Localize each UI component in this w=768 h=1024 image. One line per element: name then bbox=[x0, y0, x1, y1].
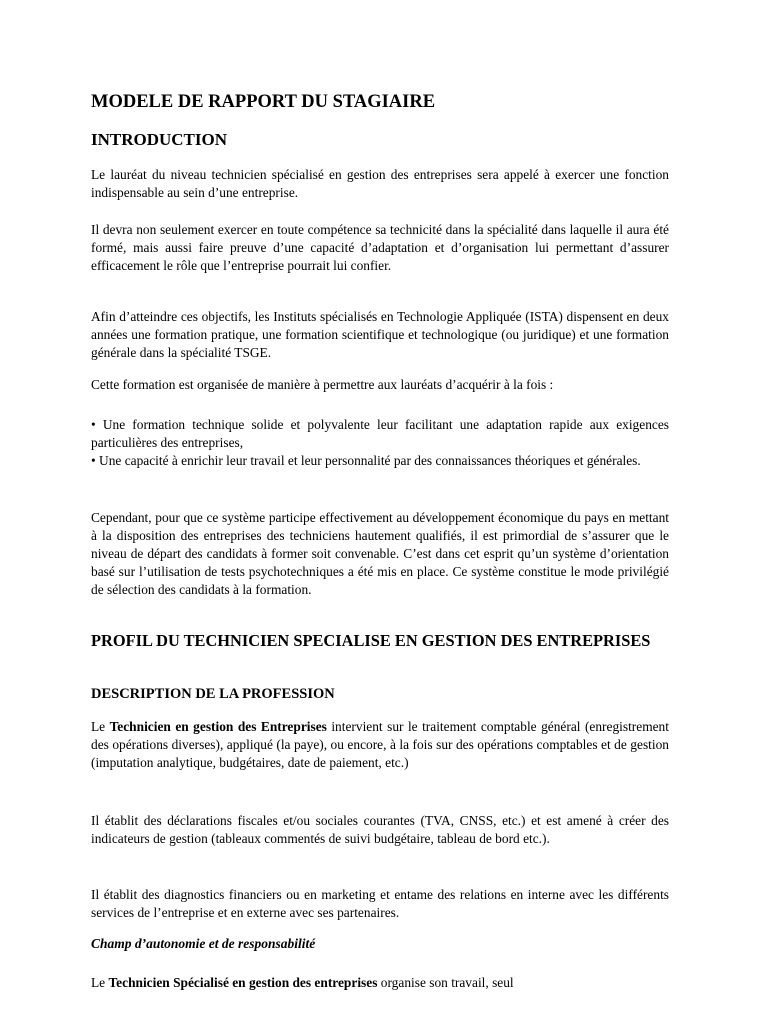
description-paragraph-1 bbox=[91, 718, 669, 772]
desc-p1-bold: Technicien en gestion des Entreprises bbox=[109, 719, 327, 734]
description-heading: DESCRIPTION DE LA PROFESSION bbox=[91, 686, 335, 702]
bullet-item-2: • Une capacité à enrichir leur travail et leur personnalité par des connaissances théoriques et générales. bbox=[91, 453, 641, 468]
intro-paragraph-1: Le lauréat du niveau technicien spécialisé en gestion des entreprises sera appelé à exercer une fonction indispensable au sein d’une entreprise. bbox=[91, 167, 669, 200]
intro-paragraph-4: Cette formation est organisée de manière à permettre aux lauréats d’acquérir à la fois : bbox=[91, 377, 554, 392]
bullet-item-1: • Une formation technique solide et polyvalente leur facilitant une adaptation rapide aux exigences particulières des entreprises, bbox=[91, 417, 669, 450]
desc-p1-prefix: Le bbox=[91, 719, 110, 734]
last-bold: Technicien Spécialisé en gestion des entreprises bbox=[108, 975, 378, 990]
last-rest: organise son travail, seul bbox=[377, 975, 514, 990]
intro-paragraph-3: Afin d’atteindre ces objectifs, les Instituts spécialisés en Technologie Appliquée (ISTA) dispensent en deux années une formation pratique, une formation scientifique et technologique (ou juridique) et une formation générale dans la spécialité TSGE. bbox=[91, 309, 669, 360]
last-prefix: Le bbox=[91, 975, 109, 990]
document-title: MODELE DE RAPPORT DU STAGIAIRE bbox=[91, 92, 436, 112]
desc-p1-rest: intervient sur le traitement comptable général (enregistrement des opérations diverses), appliqué (la paye), ou encore, à la fois sur des opérations comptables et de gestion (imputation analytique, budgétaires, date de paiement, etc.) bbox=[91, 719, 669, 770]
champ-heading: Champ d’autonomie et de responsabilité bbox=[91, 936, 316, 951]
description-paragraph-2: Il établit des déclarations fiscales et/ou sociales courantes (TVA, CNSS, etc.) et est amené à créer des indicateurs de gestion (tableaux commentés de suivi budgétaire, tableau de bord etc.). bbox=[91, 813, 669, 846]
profil-heading: PROFIL DU TECHNICIEN SPECIALISE EN GESTION DES ENTREPRISES bbox=[91, 631, 651, 650]
description-paragraph-3: Il établit des diagnostics financiers ou en marketing et entame des relations en interne avec les différents services de l’entreprise et en externe avec ses partenaires. bbox=[91, 887, 669, 920]
last-paragraph bbox=[91, 974, 669, 992]
intro-paragraph-2: Il devra non seulement exercer en toute compétence sa technicité dans la spécialité dans laquelle il aura été formé, mais aussi faire preuve d’une capacité d’adaptation et d’organisation lui permettant d’assurer efficacement le rôle que l’entreprise pourrait lui confier. bbox=[91, 222, 669, 273]
introduction-heading: INTRODUCTION bbox=[91, 130, 228, 149]
intro-paragraph-5: Cependant, pour que ce système participe effectivement au développement économique du pays en mettant à la disposition des entreprises des techniciens hautement qualifiés, il est primordial de s’assurer que le niveau de départ des candidats à former soit convenable. C’est dans cet esprit qu’un système d’orientation basé sur l’utilisation de tests psychotechniques a été mis en place. Ce système constitue le mode privilégié de sélection des candidats à la formation. bbox=[91, 510, 669, 597]
